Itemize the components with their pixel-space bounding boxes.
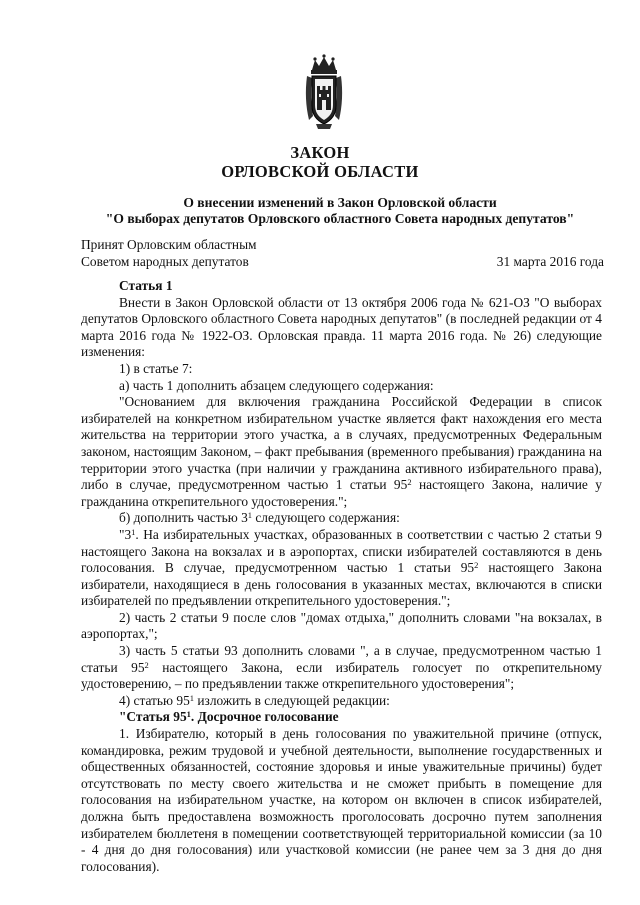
item-3: 3) часть 5 статьи 93 дополнить словами ", а в случае, предусмотренном частью 1 статьи $95^2$ настоящего Закона, если избиратель голосует по открепительному удостоверению, – по предъявлении также открепительного удостоверения";: [81, 643, 603, 692]
document-title-line1: ЗАКОН: [290, 143, 350, 162]
article-intro: Внести в Закон Орловской области от 13 октября 2006 года № 621-ОЗ "О выборах депутатов Орловского областного Совета народных депутатов" (в последней редакции от 4 марта 2016 года № 1922-ОЗ. Орловская правда. 11 марта 2016 года. № 26) следующие изменения:: [81, 294, 602, 360]
item-1b: б) дополнить частью $3^1$ следующего содержания:: [119, 510, 400, 526]
item-1a: а) часть 1 дополнить абзацем следующего содержания:: [119, 377, 434, 393]
coat-of-arms-icon: [303, 54, 345, 130]
adoption-line2: Советом народных депутатов: [81, 253, 249, 269]
item-2: 2) часть 2 статьи 9 после слов "домах отдыха," дополнить словами "на вокзалах, в аэропортах,";: [81, 609, 602, 642]
article-heading: Статья 1: [119, 278, 173, 293]
item-4: 4) статью $95^1$ изложить в следующей редакции:: [119, 692, 390, 708]
adoption-block: [81, 237, 341, 270]
adoption-line1: Принят Орловским областным: [81, 237, 257, 252]
item-1: 1) в статье 7:: [119, 360, 193, 376]
article-95-1-heading: "Статья $95^1$. Досрочное голосование: [119, 709, 339, 725]
document-subtitle-line2: "О выборах депутатов Орловского областного Совета народных депутатов": [105, 211, 575, 226]
quote-1: "Основанием для включения гражданина Российской Федерации в список избирателей на конкретном избирательном участке является факт нахождения его места жительства на территории этого участка, а в случаях, предусмотренных Федеральным законом, настоящим Законом, – факт пребывания (временного пребывания) гражданина на территории этого участка (при наличии у гражданина активного избирательного права), либо в случае, предусмотренном частью 1 статьи $95^2$ настоящего Закона, наличие у гражданина открепительного удостоверения.";: [81, 394, 602, 509]
document-body: [81, 278, 602, 875]
adoption-date: 31 марта 2016 года: [496, 254, 604, 269]
quote-2: "$3^1$. На избирательных участках, образованных в соответствии с частью 2 статьи 9 настоящего Закона на вокзалах и в аэропортах, списки избирателей составляются в день голосования. В случае, предусмотренном частью 1 статьи $95^2$ настоящего Закона избиратели, находящиеся в день голосования в указанных местах, включаются в списки избирателей по предъявлении открепительного удостоверения.";: [81, 526, 603, 609]
document-subtitle-line1: О внесении изменений в Закон Орловской области: [183, 195, 497, 210]
article-95-1-part1: 1. Избирателю, который в день голосования по уважительной причине (отпуск, командировка, режим трудовой и учебной деятельности, выполнение государственных и общественных обязанностей, состояние здоровья и иные уважительные причины) будет отсутствовать по месту своего жительства и не сможет прибыть в помещение для голосования на избирательном участке, на котором он включен в список избирателей, должна быть предоставлена возможность проголосовать досрочно путем заполнения избирателем бюллетеня в помещении соответствующей территориальной комиссии (за 10 - 4 дня до дня голосования) или участковой комиссии (не ранее чем за 3 дня до дня голосования).: [81, 726, 602, 874]
document-title-line2: ОРЛОВСКОЙ ОБЛАСТИ: [221, 162, 419, 181]
